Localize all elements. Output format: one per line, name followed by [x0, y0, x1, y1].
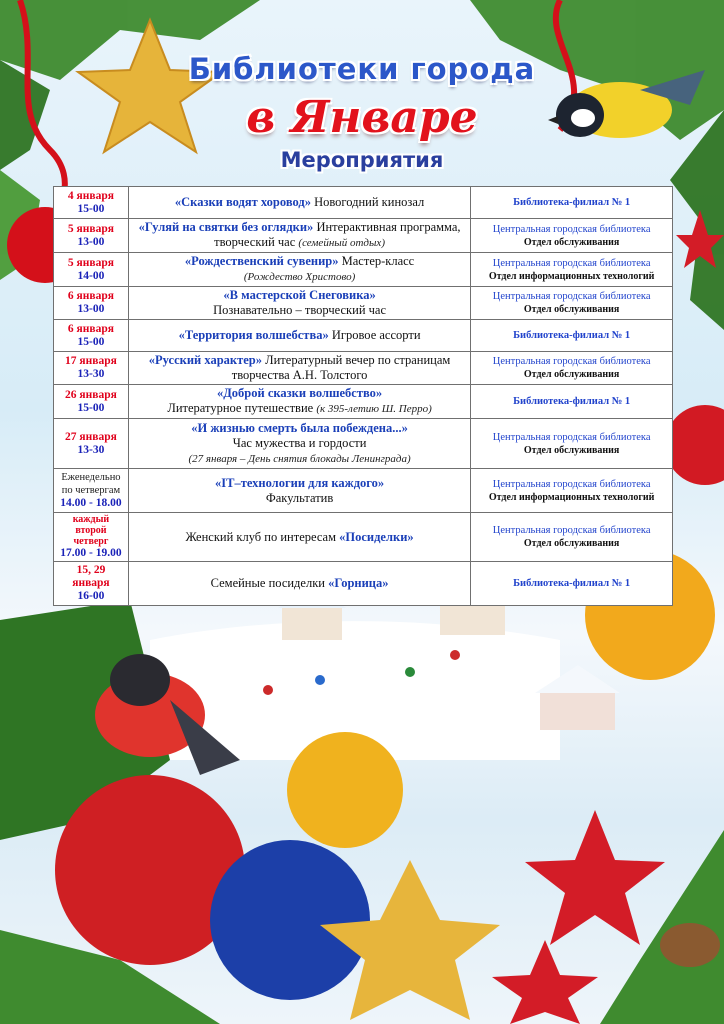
event-time: 14.00 - 18.00 — [60, 497, 122, 509]
event-description: Литературный вечер по страницам творчества А.Н. Толстого — [231, 353, 451, 382]
table-row — [54, 187, 673, 219]
pine-cone — [660, 923, 720, 967]
event-title: «Рождественский сувенир» — [184, 254, 339, 268]
event-description: Познавательно – творческий час — [213, 303, 387, 317]
event-title: «Территория волшебства» — [178, 328, 329, 342]
snowy-village — [150, 582, 620, 760]
event-time: 15-00 — [77, 335, 105, 348]
event-date: Еженедельно — [61, 472, 121, 483]
event-title-cell — [128, 187, 470, 219]
event-department: Отдел информационных технологий — [488, 270, 655, 282]
event-date: 15, 29 — [76, 564, 106, 576]
event-department: Отдел обслуживания — [523, 538, 620, 549]
event-date-cell — [54, 352, 129, 385]
event-time: 13-00 — [77, 303, 105, 315]
event-description: Литературное путешествие — [167, 401, 314, 415]
event-note: (Рождество Христово) — [243, 271, 356, 283]
event-description: Женский клуб по интересам — [185, 529, 337, 544]
event-date: по четвергам — [61, 485, 121, 496]
event-department: Отдел обслуживания — [523, 369, 620, 380]
event-date-cell — [54, 253, 129, 287]
event-place-cell — [471, 287, 673, 320]
event-description: Новогодний кинозал — [314, 195, 425, 209]
event-place: Центральная городская библиотека — [492, 356, 651, 367]
event-date-cell — [54, 385, 129, 419]
events-table — [53, 186, 673, 606]
event-title-cell — [128, 287, 470, 320]
event-description: Мастер-класс — [341, 254, 415, 268]
event-description: Интерактивная программа, творческий час — [214, 220, 461, 249]
event-date: 6 января — [67, 322, 114, 335]
event-time: 15-00 — [77, 202, 105, 215]
event-time: 13-30 — [77, 443, 105, 456]
event-date: 4 января — [67, 189, 114, 202]
event-date-cell — [54, 419, 129, 469]
table-row — [54, 352, 673, 385]
event-place: Центральная городская библиотека — [492, 478, 651, 490]
event-date-cell — [54, 287, 129, 320]
event-place: Центральная городская библиотека — [492, 257, 651, 269]
event-place: Библиотека-филиал № 1 — [513, 197, 631, 208]
poster-title: Библиотеки города — [188, 52, 536, 86]
event-title-cell — [128, 562, 470, 606]
event-time: 14-00 — [77, 269, 105, 282]
event-date: второй четверг — [73, 525, 109, 547]
event-title-cell — [128, 419, 470, 469]
event-department: Отдел обслуживания — [523, 304, 620, 315]
event-place: Центральная городская библиотека — [492, 291, 651, 302]
event-note: (к 395-летию Ш. Перро) — [316, 403, 432, 415]
event-date: 5 января — [67, 256, 114, 269]
red-ornament-right — [665, 405, 724, 485]
gold-ornament-center — [287, 732, 403, 848]
event-place-cell — [471, 419, 673, 469]
event-date: 5 января — [67, 222, 114, 235]
event-description: Час мужества и гордости — [232, 435, 367, 450]
event-title-cell — [128, 219, 470, 253]
event-title-cell — [128, 320, 470, 352]
red-star-bottom-right — [525, 810, 665, 945]
event-place-cell — [471, 469, 673, 513]
event-date: каждый — [72, 514, 110, 525]
red-star-bottom-center — [492, 940, 598, 1024]
event-time: 17.00 - 19.00 — [60, 547, 122, 559]
event-title: «Сказки водят хоровод» — [174, 195, 311, 209]
event-place: Библиотека-филиал № 1 — [513, 330, 631, 341]
event-time: 13-30 — [77, 368, 105, 380]
event-date: 26 января — [65, 388, 117, 401]
event-date: 17 января — [65, 355, 117, 367]
event-title: «Посиделки» — [339, 529, 414, 544]
event-date-cell — [54, 469, 129, 513]
event-title: «Горница» — [328, 576, 389, 590]
event-place: Библиотека-филиал № 1 — [513, 396, 631, 407]
poster-month-title: в Январе — [246, 92, 478, 143]
event-title-cell — [128, 253, 470, 287]
event-title: «В мастерской Снеговика» — [223, 288, 376, 302]
event-date: 27 января — [65, 430, 117, 443]
event-date-cell — [54, 320, 129, 352]
event-title: «Доброй сказки волшебство» — [216, 386, 383, 400]
table-row — [54, 513, 673, 562]
event-place-cell — [471, 219, 673, 253]
event-description: Семейные посиделки — [210, 576, 325, 590]
event-time: 13-00 — [77, 235, 105, 248]
event-title: «И жизнью смерть была побеждена...» — [191, 420, 408, 435]
event-department: Отдел обслуживания — [523, 236, 620, 248]
event-place: Центральная городская библиотека — [492, 431, 651, 443]
event-place-cell — [471, 385, 673, 419]
event-date-cell — [54, 187, 129, 219]
event-title: «Гуляй на святки без оглядки» — [138, 220, 314, 234]
event-description: Игровое ассорти — [331, 328, 421, 342]
event-time: 15-00 — [77, 401, 105, 414]
event-date-cell — [54, 513, 129, 562]
event-title-cell — [128, 352, 470, 385]
blue-ornament — [210, 840, 370, 1000]
event-place-cell — [471, 187, 673, 219]
event-time: 16-00 — [77, 590, 105, 602]
event-department: Отдел обслуживания — [523, 444, 620, 456]
table-row — [54, 469, 673, 513]
table-row — [54, 419, 673, 469]
event-department: Отдел информационных технологий — [488, 491, 655, 503]
event-title: «IT–технологии для каждого» — [215, 475, 385, 490]
event-description: Факультатив — [265, 490, 334, 505]
event-note: (27 января – День снятия блокады Ленинграда) — [188, 452, 411, 465]
event-date: 6 января — [67, 290, 114, 302]
event-title-cell — [128, 385, 470, 419]
event-place: Центральная городская библиотека — [492, 223, 651, 235]
event-place-cell — [471, 253, 673, 287]
table-row — [54, 385, 673, 419]
table-row — [54, 253, 673, 287]
event-title-cell — [128, 469, 470, 513]
table-row — [54, 320, 673, 352]
event-place-cell — [471, 513, 673, 562]
event-place: Центральная городская библиотека — [492, 525, 651, 536]
event-place: Библиотека-филиал № 1 — [513, 578, 631, 589]
event-place-cell — [471, 320, 673, 352]
event-place-cell — [471, 562, 673, 606]
table-row — [54, 219, 673, 253]
event-date-cell — [54, 219, 129, 253]
table-row — [54, 287, 673, 320]
table-row — [54, 562, 673, 606]
event-date: января — [72, 577, 110, 589]
event-title: «Русский характер» — [148, 353, 263, 367]
event-note: (семейный отдых) — [298, 237, 385, 249]
event-date-cell — [54, 562, 129, 606]
poster-subtitle: Мероприятия — [280, 148, 444, 172]
event-place-cell — [471, 352, 673, 385]
event-title-cell — [128, 513, 470, 562]
